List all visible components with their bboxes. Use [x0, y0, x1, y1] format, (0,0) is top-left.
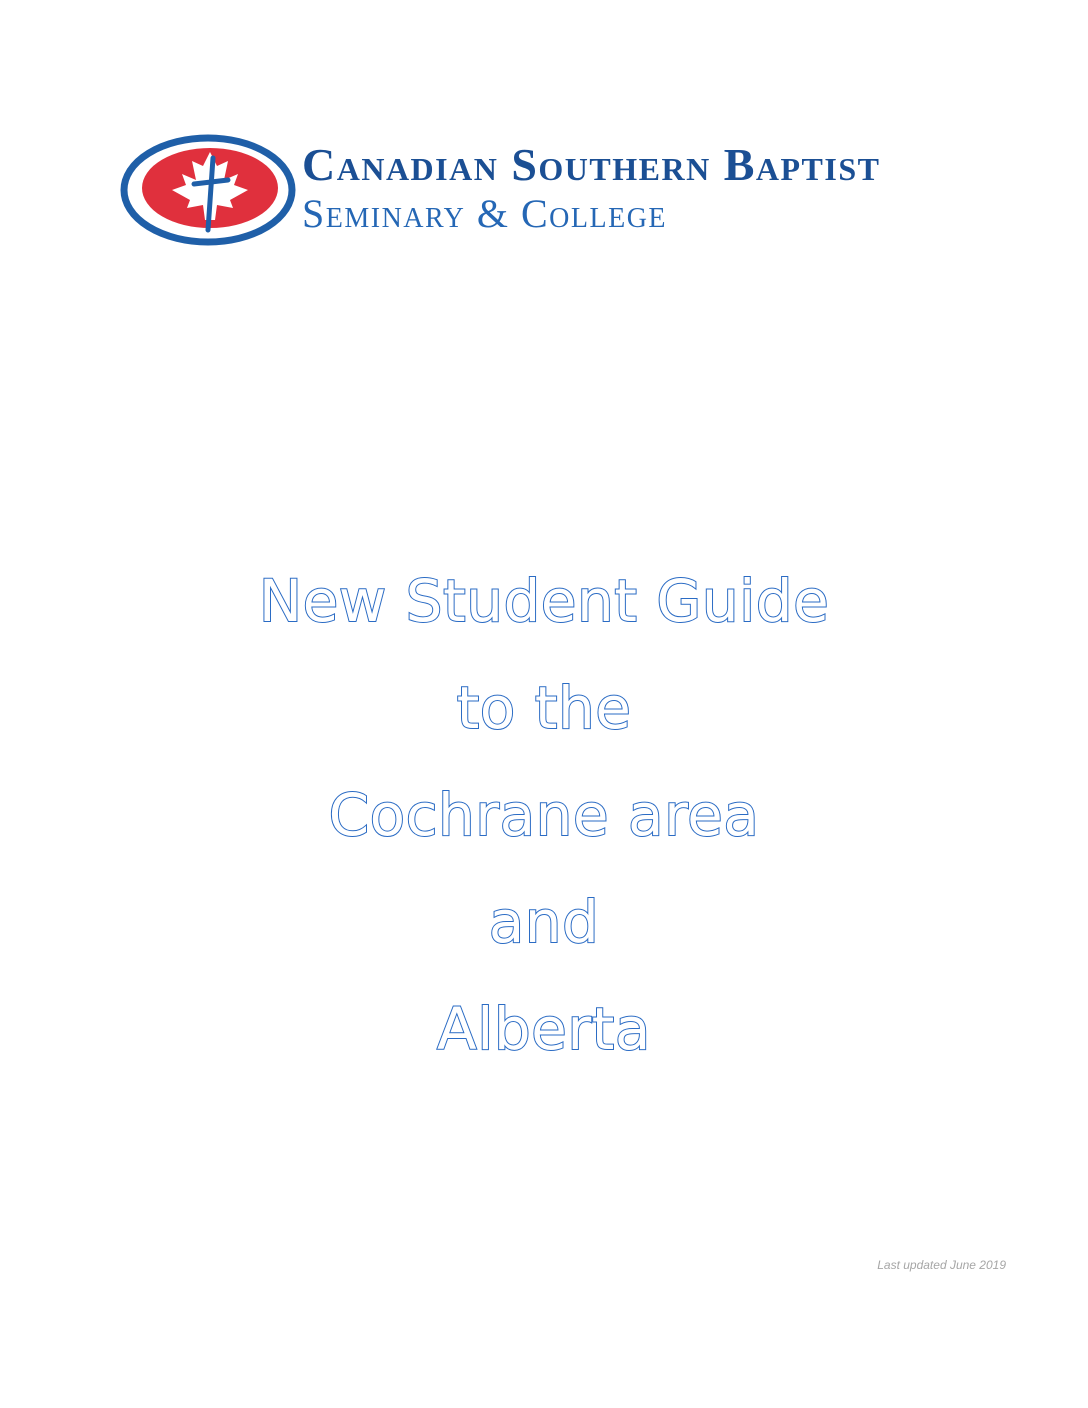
logo-wordmark [302, 139, 982, 236]
maple-leaf-cross-icon [120, 130, 300, 250]
title-line-3: Cochrane area [328, 781, 760, 849]
logo-name-line: Canadian Southern Baptist [302, 139, 881, 190]
title-line-1: New Student Guide [258, 567, 830, 635]
title-line-4: and [488, 888, 600, 956]
document-title [0, 548, 1088, 1083]
title-line-5: Alberta [437, 995, 651, 1063]
title-line-2: to the [456, 674, 632, 742]
institution-logo [120, 130, 980, 250]
last-updated-note: Last updated June 2019 [877, 1258, 1006, 1272]
logo-subtitle-line: Seminary & College [302, 191, 668, 236]
